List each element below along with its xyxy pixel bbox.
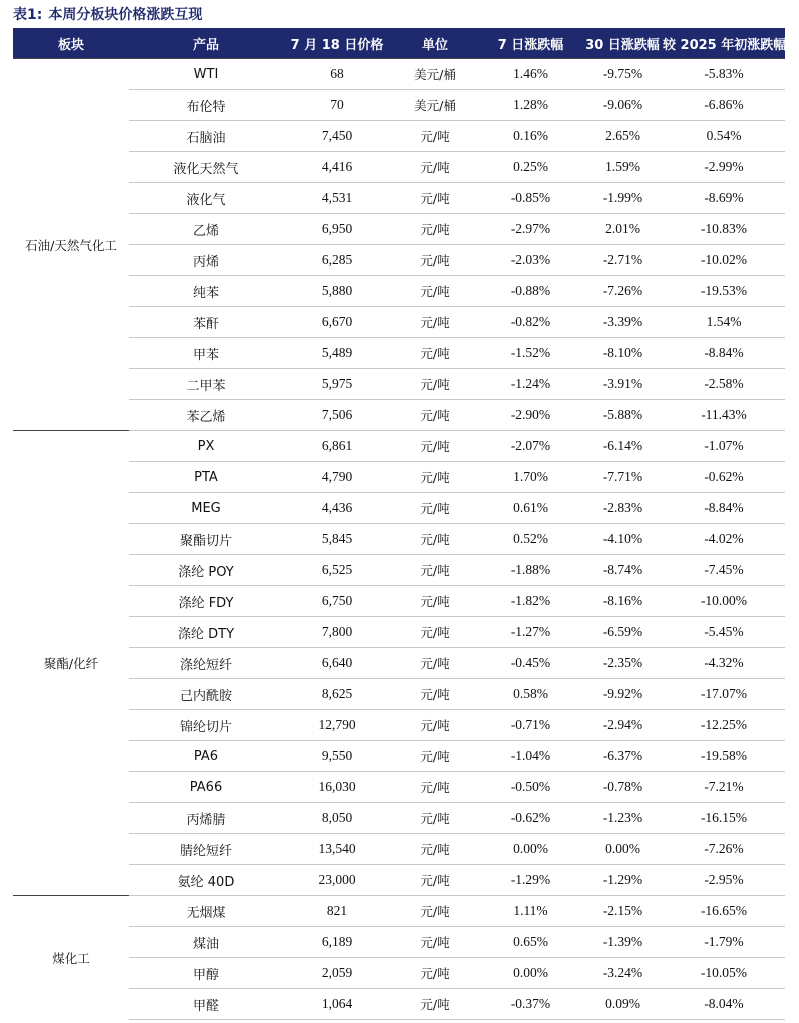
table-row (13, 989, 785, 1020)
unit-cell: 元/吨 (391, 524, 479, 555)
unit-cell: 元/吨 (391, 183, 479, 214)
unit-cell: 美元/桶 (391, 59, 479, 90)
product-cell: PX (129, 431, 283, 462)
table-row (13, 338, 785, 369)
product-cell: 石脑油 (129, 121, 283, 152)
unit-cell: 美元/桶 (391, 90, 479, 121)
change-7d-cell: 0.00% (479, 958, 582, 989)
product-cell: 苯乙烯 (129, 400, 283, 431)
table-row (13, 183, 785, 214)
unit-cell: 元/吨 (391, 276, 479, 307)
change-7d-cell: -2.90% (479, 400, 582, 431)
change-ytd-cell: -19.58% (663, 741, 785, 772)
price-cell: 70 (283, 90, 391, 121)
change-30d-cell: -1.23% (582, 803, 663, 834)
unit-cell: 元/吨 (391, 896, 479, 927)
change-30d-cell: -2.71% (582, 245, 663, 276)
table-row (13, 307, 785, 338)
product-cell: 涤纶 FDY (129, 586, 283, 617)
price-cell: 6,670 (283, 307, 391, 338)
change-ytd-cell: -6.86% (663, 90, 785, 121)
change-ytd-cell: -17.07% (663, 679, 785, 710)
change-30d-cell: -2.35% (582, 648, 663, 679)
product-cell: 涤纶短纤 (129, 648, 283, 679)
change-30d-cell: -9.92% (582, 679, 663, 710)
product-cell: 涤纶 POY (129, 555, 283, 586)
change-30d-cell: 2.65% (582, 121, 663, 152)
change-30d-cell: -4.10% (582, 524, 663, 555)
price-cell: 8,050 (283, 803, 391, 834)
unit-cell: 元/吨 (391, 803, 479, 834)
product-cell: 甲醛 (129, 989, 283, 1020)
table-row (13, 803, 785, 834)
change-30d-cell: -2.94% (582, 710, 663, 741)
change-7d-cell: -0.45% (479, 648, 582, 679)
change-ytd-cell: -11.43% (663, 400, 785, 431)
change-ytd-cell: -7.45% (663, 555, 785, 586)
unit-cell: 元/吨 (391, 338, 479, 369)
change-30d-cell: -9.06% (582, 90, 663, 121)
header-unit: 单位 (391, 28, 479, 59)
change-30d-cell: -1.99% (582, 183, 663, 214)
change-30d-cell: -8.16% (582, 586, 663, 617)
table-caption-title: 本周分板块价格涨跌互现 (48, 7, 203, 23)
table-row (13, 245, 785, 276)
unit-cell: 元/吨 (391, 152, 479, 183)
table-row (13, 214, 785, 245)
product-cell: MEG (129, 493, 283, 524)
price-change-table (13, 28, 785, 1020)
header-price: 7 月 18 日价格 (283, 28, 391, 59)
product-cell: PA66 (129, 772, 283, 803)
change-7d-cell: 0.00% (479, 834, 582, 865)
table-row (13, 90, 785, 121)
change-ytd-cell: -10.05% (663, 958, 785, 989)
price-cell: 8,625 (283, 679, 391, 710)
change-ytd-cell: -2.99% (663, 152, 785, 183)
table-row (13, 59, 785, 90)
change-7d-cell: -1.88% (479, 555, 582, 586)
change-30d-cell: -7.26% (582, 276, 663, 307)
change-ytd-cell: -10.00% (663, 586, 785, 617)
table-row (13, 586, 785, 617)
change-7d-cell: -2.03% (479, 245, 582, 276)
table-row (13, 276, 785, 307)
price-cell: 6,525 (283, 555, 391, 586)
product-cell: PTA (129, 462, 283, 493)
price-cell: 9,550 (283, 741, 391, 772)
table-row (13, 958, 785, 989)
product-cell: 液化气 (129, 183, 283, 214)
header-ytd-change: 较 2025 年初涨跌幅 (663, 28, 785, 59)
header-product: 产品 (129, 28, 283, 59)
change-ytd-cell: -7.26% (663, 834, 785, 865)
product-cell: 乙烯 (129, 214, 283, 245)
table-row (13, 927, 785, 958)
unit-cell: 元/吨 (391, 834, 479, 865)
change-7d-cell: -0.88% (479, 276, 582, 307)
table-row (13, 121, 785, 152)
price-cell: 6,750 (283, 586, 391, 617)
table-row (13, 462, 785, 493)
table-row (13, 896, 785, 927)
table-row (13, 710, 785, 741)
price-cell: 5,489 (283, 338, 391, 369)
price-cell: 7,506 (283, 400, 391, 431)
change-30d-cell: -7.71% (582, 462, 663, 493)
change-7d-cell: 0.61% (479, 493, 582, 524)
price-cell: 12,790 (283, 710, 391, 741)
table-header (13, 28, 785, 59)
unit-cell: 元/吨 (391, 989, 479, 1020)
price-cell: 6,285 (283, 245, 391, 276)
change-30d-cell: -3.24% (582, 958, 663, 989)
table-caption (13, 4, 208, 26)
product-cell: 聚酯切片 (129, 524, 283, 555)
unit-cell: 元/吨 (391, 245, 479, 276)
unit-cell: 元/吨 (391, 710, 479, 741)
price-cell: 13,540 (283, 834, 391, 865)
product-cell: 苯酐 (129, 307, 283, 338)
table-row (13, 152, 785, 183)
change-30d-cell: 0.00% (582, 834, 663, 865)
change-30d-cell: -3.91% (582, 369, 663, 400)
change-ytd-cell: 0.54% (663, 121, 785, 152)
price-cell: 16,030 (283, 772, 391, 803)
header-30d-change: 30 日涨跌幅 (582, 28, 663, 59)
table-row (13, 772, 785, 803)
unit-cell: 元/吨 (391, 586, 479, 617)
product-cell: 丙烯 (129, 245, 283, 276)
change-ytd-cell: -2.95% (663, 865, 785, 896)
table-row (13, 555, 785, 586)
change-ytd-cell: -5.83% (663, 59, 785, 90)
unit-cell: 元/吨 (391, 617, 479, 648)
unit-cell: 元/吨 (391, 121, 479, 152)
change-7d-cell: -0.71% (479, 710, 582, 741)
product-cell: 腈纶短纤 (129, 834, 283, 865)
product-cell: 涤纶 DTY (129, 617, 283, 648)
change-7d-cell: -2.97% (479, 214, 582, 245)
product-cell: 布伦特 (129, 90, 283, 121)
unit-cell: 元/吨 (391, 865, 479, 896)
price-cell: 2,059 (283, 958, 391, 989)
change-30d-cell: -2.83% (582, 493, 663, 524)
change-7d-cell: 0.25% (479, 152, 582, 183)
change-ytd-cell: -16.65% (663, 896, 785, 927)
change-ytd-cell: -8.04% (663, 989, 785, 1020)
table-row (13, 834, 785, 865)
product-cell: 无烟煤 (129, 896, 283, 927)
change-ytd-cell: -8.84% (663, 338, 785, 369)
price-cell: 4,436 (283, 493, 391, 524)
sector-cell: 煤化工 (13, 896, 129, 1020)
change-ytd-cell: -0.62% (663, 462, 785, 493)
table-row (13, 493, 785, 524)
change-30d-cell: -6.14% (582, 431, 663, 462)
price-cell: 6,189 (283, 927, 391, 958)
unit-cell: 元/吨 (391, 214, 479, 245)
change-7d-cell: -0.50% (479, 772, 582, 803)
product-cell: 锦纶切片 (129, 710, 283, 741)
change-30d-cell: -2.15% (582, 896, 663, 927)
change-7d-cell: 1.28% (479, 90, 582, 121)
price-cell: 6,950 (283, 214, 391, 245)
unit-cell: 元/吨 (391, 307, 479, 338)
product-cell: 氨纶 40D (129, 865, 283, 896)
change-7d-cell: -1.04% (479, 741, 582, 772)
change-ytd-cell: -4.02% (663, 524, 785, 555)
unit-cell: 元/吨 (391, 958, 479, 989)
change-ytd-cell: -16.15% (663, 803, 785, 834)
change-30d-cell: 2.01% (582, 214, 663, 245)
product-cell: 丙烯腈 (129, 803, 283, 834)
change-ytd-cell: -12.25% (663, 710, 785, 741)
product-cell: 液化天然气 (129, 152, 283, 183)
change-30d-cell: -6.37% (582, 741, 663, 772)
table-row (13, 679, 785, 710)
change-30d-cell: -1.39% (582, 927, 663, 958)
unit-cell: 元/吨 (391, 555, 479, 586)
price-cell: 4,790 (283, 462, 391, 493)
unit-cell: 元/吨 (391, 493, 479, 524)
unit-cell: 元/吨 (391, 772, 479, 803)
price-cell: 68 (283, 59, 391, 90)
sector-cell: 聚酯/化纤 (13, 431, 129, 896)
price-cell: 821 (283, 896, 391, 927)
price-cell: 1,064 (283, 989, 391, 1020)
product-cell: 甲醇 (129, 958, 283, 989)
header-7d-change: 7 日涨跌幅 (479, 28, 582, 59)
price-cell: 23,000 (283, 865, 391, 896)
price-cell: 5,880 (283, 276, 391, 307)
change-30d-cell: -3.39% (582, 307, 663, 338)
unit-cell: 元/吨 (391, 648, 479, 679)
table-row (13, 617, 785, 648)
change-30d-cell: -0.78% (582, 772, 663, 803)
product-cell: 己内酰胺 (129, 679, 283, 710)
table-body (13, 59, 785, 1020)
header-sector: 板块 (13, 28, 129, 59)
product-cell: 二甲苯 (129, 369, 283, 400)
price-cell: 7,800 (283, 617, 391, 648)
change-ytd-cell: -1.79% (663, 927, 785, 958)
unit-cell: 元/吨 (391, 431, 479, 462)
change-ytd-cell: -19.53% (663, 276, 785, 307)
table-row (13, 865, 785, 896)
change-ytd-cell: -4.32% (663, 648, 785, 679)
change-7d-cell: 0.52% (479, 524, 582, 555)
change-30d-cell: -5.88% (582, 400, 663, 431)
change-7d-cell: -0.82% (479, 307, 582, 338)
change-ytd-cell: 1.54% (663, 307, 785, 338)
product-cell: WTI (129, 59, 283, 90)
unit-cell: 元/吨 (391, 369, 479, 400)
change-7d-cell: -0.62% (479, 803, 582, 834)
change-7d-cell: -1.24% (479, 369, 582, 400)
change-ytd-cell: -7.21% (663, 772, 785, 803)
table-header-row (13, 28, 785, 59)
product-cell: 煤油 (129, 927, 283, 958)
unit-cell: 元/吨 (391, 462, 479, 493)
change-7d-cell: 0.16% (479, 121, 582, 152)
change-7d-cell: 1.11% (479, 896, 582, 927)
change-ytd-cell: -8.84% (663, 493, 785, 524)
change-30d-cell: -1.29% (582, 865, 663, 896)
table-row (13, 400, 785, 431)
change-7d-cell: 1.46% (479, 59, 582, 90)
change-30d-cell: -6.59% (582, 617, 663, 648)
table-row (13, 431, 785, 462)
table-row (13, 648, 785, 679)
change-7d-cell: -0.37% (479, 989, 582, 1020)
change-30d-cell: 0.09% (582, 989, 663, 1020)
unit-cell: 元/吨 (391, 741, 479, 772)
unit-cell: 元/吨 (391, 927, 479, 958)
unit-cell: 元/吨 (391, 400, 479, 431)
sector-cell: 石油/天然气化工 (13, 59, 129, 431)
change-7d-cell: 1.70% (479, 462, 582, 493)
change-ytd-cell: -1.07% (663, 431, 785, 462)
price-cell: 6,640 (283, 648, 391, 679)
change-30d-cell: -8.74% (582, 555, 663, 586)
change-7d-cell: -1.82% (479, 586, 582, 617)
change-ytd-cell: -5.45% (663, 617, 785, 648)
product-cell: 纯苯 (129, 276, 283, 307)
change-7d-cell: -1.27% (479, 617, 582, 648)
price-cell: 5,975 (283, 369, 391, 400)
change-ytd-cell: -2.58% (663, 369, 785, 400)
price-cell: 6,861 (283, 431, 391, 462)
change-7d-cell: -1.29% (479, 865, 582, 896)
table-row (13, 741, 785, 772)
product-cell: PA6 (129, 741, 283, 772)
change-30d-cell: -9.75% (582, 59, 663, 90)
change-ytd-cell: -8.69% (663, 183, 785, 214)
table-row (13, 369, 785, 400)
change-7d-cell: 0.58% (479, 679, 582, 710)
product-cell: 甲苯 (129, 338, 283, 369)
change-7d-cell: -1.52% (479, 338, 582, 369)
price-cell: 4,531 (283, 183, 391, 214)
price-cell: 4,416 (283, 152, 391, 183)
change-ytd-cell: -10.02% (663, 245, 785, 276)
table-caption-label: 表1: (13, 7, 43, 23)
change-7d-cell: 0.65% (479, 927, 582, 958)
change-7d-cell: -2.07% (479, 431, 582, 462)
change-30d-cell: -8.10% (582, 338, 663, 369)
change-30d-cell: 1.59% (582, 152, 663, 183)
price-cell: 7,450 (283, 121, 391, 152)
change-ytd-cell: -10.83% (663, 214, 785, 245)
price-cell: 5,845 (283, 524, 391, 555)
change-7d-cell: -0.85% (479, 183, 582, 214)
unit-cell: 元/吨 (391, 679, 479, 710)
table-row (13, 524, 785, 555)
